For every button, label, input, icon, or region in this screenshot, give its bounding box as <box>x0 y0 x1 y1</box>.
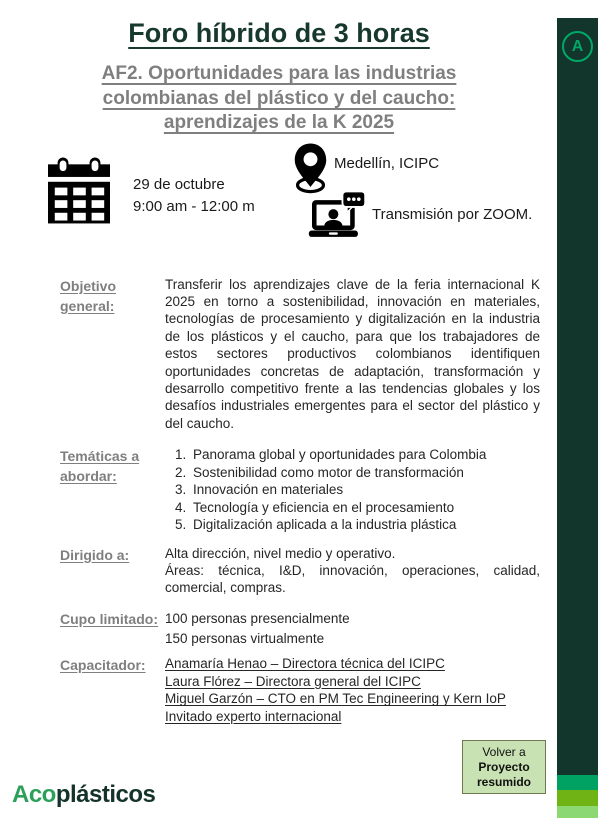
event-info <box>0 142 600 258</box>
page-subtitle <box>0 62 558 136</box>
capacitador-item: Anamaría Henao – Directora técnica del ICIPC <box>165 655 445 671</box>
objetivo-paragraph: Transferir los aprendizajes clave de la feria internacional K 2025 en torno a sostenibilidad, innovación en materiales, tecnologías de procesamiento y digitalización en la industria de los plásticos y el caucho, para que los trabajadores de estos sectores productivos colombianos identifiquen oportunidades concretas de adaptación, transformación y desarrollo competitivo frente a las tendencias globales y los desafíos industriales emergentes para el sector del plástico y del caucho. <box>165 276 540 431</box>
dirigido-line-2: Áreas: técnica, I&D, innovación, operaciones, calidad, comercial, compras. <box>165 563 540 596</box>
cupo-line-2: 150 personas virtualmente <box>165 630 325 646</box>
sidebar-band-lime <box>557 790 598 806</box>
list-item: 5. Digitalización aplicada a la industria plástica <box>190 516 540 534</box>
sidebar-band-emerald <box>557 775 598 790</box>
section-body <box>165 655 540 726</box>
section-tematicas <box>60 446 540 534</box>
dirigido-line-1: Alta dirección, nivel medio y operativo. <box>165 545 396 561</box>
section-dirigido-a <box>60 545 540 597</box>
section-label: Capacitador: <box>60 656 146 673</box>
calendar-icon <box>48 157 110 224</box>
right-sidebar <box>557 18 598 818</box>
section-objetivo-general <box>60 276 540 433</box>
back-button-line-3: resumido <box>476 774 531 789</box>
event-transmission: Transmisión por ZOOM. <box>372 205 533 223</box>
section-body <box>165 276 540 433</box>
list-item: 1. Panorama global y oportunidades para Colombia <box>190 446 540 464</box>
section-cupo-limitado <box>60 609 540 649</box>
tematicas-list <box>165 446 540 534</box>
event-time: 9:00 am - 12:00 m <box>133 197 255 215</box>
brand-rest: plásticos <box>55 781 156 808</box>
brand-prefix: Aco <box>12 781 56 808</box>
section-body <box>165 545 540 597</box>
date-time-text <box>133 174 255 218</box>
section-label: Objetivo general: <box>60 277 117 314</box>
acoplasticos-logo <box>12 781 155 809</box>
back-button-line-1: Volver a <box>482 744 526 759</box>
back-button-line-2: Proyecto <box>478 759 530 774</box>
page-title: Foro híbrido de 3 horas <box>128 18 430 48</box>
subtitle-line-2: colombianas del plástico y del caucho: <box>102 87 456 109</box>
cupo-line-1: 100 personas presencialmente <box>165 610 350 626</box>
section-label: Temáticas a abordar: <box>60 448 140 485</box>
sidebar-band-light <box>557 806 598 818</box>
section-body <box>165 446 540 534</box>
subtitle-line-3: aprendizajes de la K 2025 <box>163 112 395 133</box>
event-location: Medellín, ICIPC <box>334 154 440 172</box>
event-date: 29 de octubre <box>133 175 225 193</box>
list-item: 4. Tecnología y eficiencia en el procesamiento <box>190 499 540 517</box>
list-item: 2. Sostenibilidad como motor de transformación <box>190 464 540 482</box>
section-label: Dirigido a: <box>60 546 130 563</box>
capacitador-item: Miguel Garzón – CTO en PM Tec Engineering y Kern IoP <box>165 691 506 707</box>
subtitle-line-1: AF2. Oportunidades para las industrias <box>101 63 457 84</box>
video-call-icon <box>307 190 367 242</box>
capacitador-item: Laura Flórez – Directora general del ICIPC <box>165 673 421 689</box>
circle-letter-a-icon: A <box>562 31 593 62</box>
content-sections <box>60 276 540 727</box>
back-to-summary-button[interactable] <box>462 740 546 794</box>
list-item: 3. Innovación en materiales <box>190 481 540 499</box>
section-capacitador <box>60 655 540 726</box>
section-body <box>165 609 540 649</box>
sidebar-dark-band <box>557 18 598 775</box>
section-label: Cupo limitado: <box>60 610 158 627</box>
capacitador-item: Invitado experto internacional <box>165 709 342 725</box>
location-pin-icon <box>292 142 329 195</box>
